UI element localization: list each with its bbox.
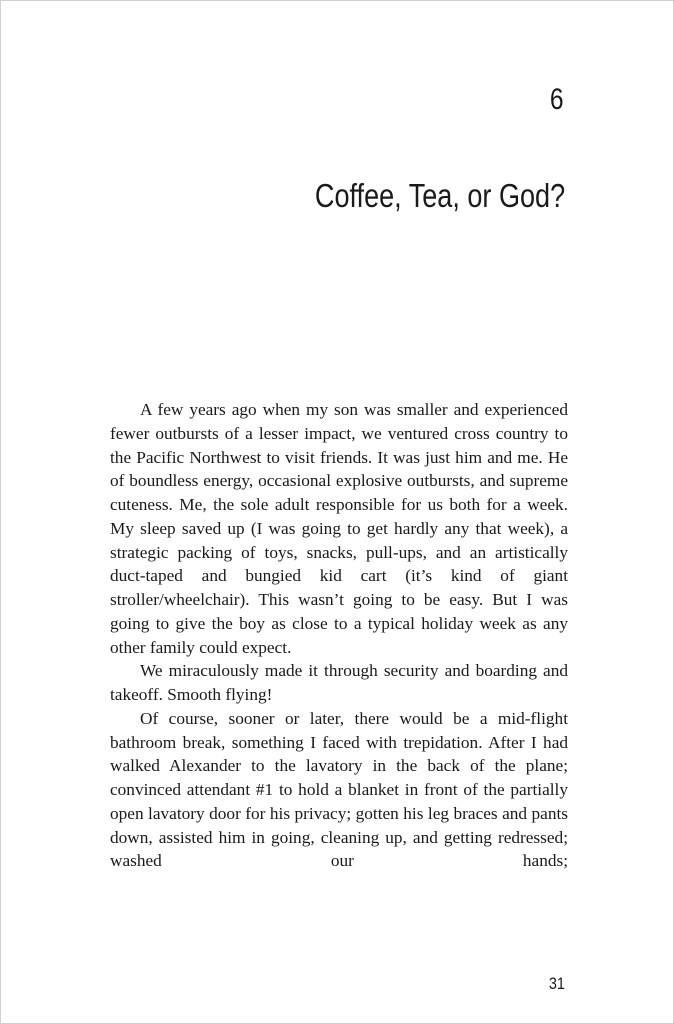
chapter-number: 6 <box>549 83 563 116</box>
body-text <box>110 398 568 873</box>
paragraph-2: We miraculously made it through security and boarding and takeoff. Smooth flying! <box>110 661 568 704</box>
chapter-title: Coffee, Tea, or God? <box>314 177 565 214</box>
page-number: 31 <box>548 974 565 993</box>
paragraph-3: Of course, sooner or later, there would be a mid-flight bathroom break, something I faced with trepidation. After I had walked Alexander to the lavatory in the back of the plane; convinced attendant #1 to hold a blanket in front of the partially open lavatory door for his privacy; gotten his leg braces and pants down, assisted him in going, cleaning up, and getting redressed; washed our hands; <box>110 708 568 871</box>
paragraph-1: A few years ago when my son was smaller and experienced fewer outbursts of a lesser impact, we ventured cross country to the Pacific Northwest to visit friends. It was just him and me. He of boundless energy, occasional explosive outbursts, and supreme cuteness. Me, the sole adult responsible for us both for a week. My sleep saved up (I was going to get hardly any that week), a strategic packing of toys, snacks, pull-ups, and an artistically duct-taped and bungied kid cart (it’s kind of giant stroller/wheelchair). This wasn’t going to be easy. But I was going to give the boy as close to a typical holiday week as any other family could expect. <box>110 400 568 657</box>
